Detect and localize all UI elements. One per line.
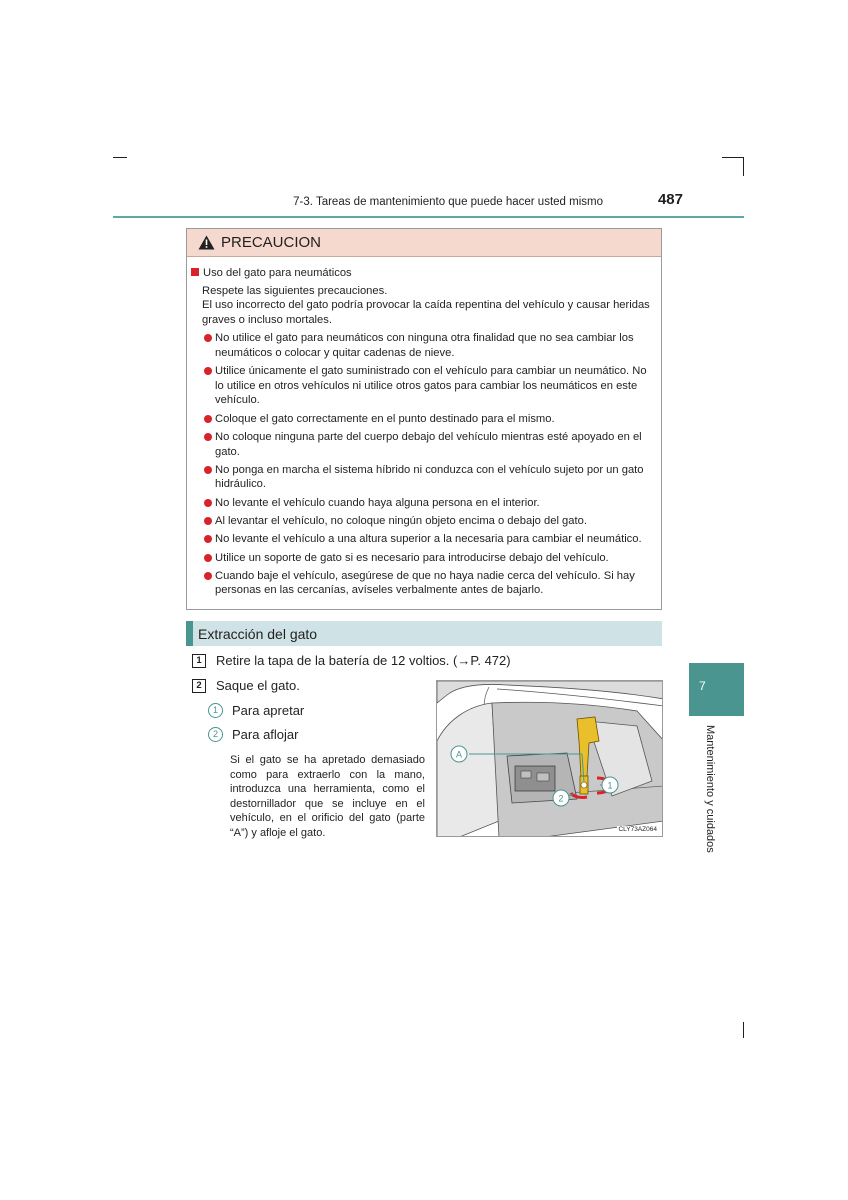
step-number: 1 [192,654,206,668]
caution-bullet: No coloque ninguna parte del cuerpo debajo del vehículo mientras esté apoyado en el gato. [187,430,661,459]
caution-bullet: No ponga en marcha el sistema híbrido ni conduzca con el vehículo sujeto por un gato hidráulico. [187,463,661,492]
subitem-2 [208,727,298,742]
trunk-illustration [437,681,663,837]
section-heading: Extracción del gato [186,621,662,646]
caution-bullet: Utilice un soporte de gato si es necesario para introducirse debajo del vehículo. [187,551,661,566]
step-text: Saque el gato. [216,678,300,693]
crop-mark-top-right-h [722,157,744,158]
caution-bullet: Coloque el gato correctamente en el punto destinado para el mismo. [187,412,661,427]
callout-a-label: A [455,749,463,760]
step-number: 2 [192,679,206,693]
callout-1-label: 1 [607,780,613,791]
step-text: Retire la tapa de la batería de 12 voltios. (→P. 472) [216,653,511,668]
caution-bullet: No levante el vehículo a una altura superior a la necesaria para cambiar el neumático. [187,532,661,547]
crop-mark-top-left [113,157,127,158]
subitem-text: Para aflojar [232,727,299,742]
step-2 [192,678,300,693]
caution-bullet: Cuando baje el vehículo, asegúrese de que no haya nadie cerca del vehículo. Si hay personas en las cercanías, avíseles verbalmente antes de bajarlo. [187,569,661,598]
caution-body [187,266,661,602]
circled-number: 2 [208,727,223,742]
jack-illustration [436,680,663,837]
chapter-tab [689,663,744,716]
crop-mark-top-right-v [743,157,744,176]
chapter-number: 7 [699,679,706,693]
caution-subheading: Uso del gato para neumáticos [187,266,661,281]
caution-bullet: No utilice el gato para neumáticos con ninguna otra finalidad que no sea cambiar los neumáticos o colocar y quitar cadenas de nieve. [187,331,661,360]
running-header: 7-3. Tareas de mantenimiento que puede hacer usted mismo [293,196,603,208]
warning-icon [198,235,215,250]
caution-bullet: No levante el vehículo cuando haya alguna persona en el interior. [187,496,661,511]
page-number: 487 [657,191,683,208]
caution-box [186,228,662,610]
caution-intro-2: El uso incorrecto del gato podría provocar la caída repentina del vehículo y causar heridas graves o incluso mortales. [202,299,650,326]
header-rule [113,216,744,218]
step-1 [192,653,511,668]
circled-number: 1 [208,703,223,718]
caution-bullet-list [187,331,661,598]
caution-title: PRECAUCION [221,234,322,251]
callout-2-label: 2 [558,793,564,804]
subitem-1 [208,703,304,718]
note-text: Si el gato se ha apretado demasiado como para extraerlo con la mano, introduzca una herramienta, como el destornillador que se incluye en el vehículo, en el orificio del gato (parte “A”) y afloje el gato. [230,754,425,839]
chapter-title: Mantenimiento y cuidados [704,725,716,853]
caution-bullet: Al levantar el vehículo, no coloque ningún objeto encima o debajo del gato. [187,514,661,529]
caution-header [187,229,661,257]
square-bullet-icon [191,268,199,276]
caution-intro-1: Respete las siguientes precauciones. [202,284,388,297]
crop-mark-bottom-right [743,1022,744,1038]
caution-bullet: Utilice únicamente el gato suministrado con el vehículo para cambiar un neumático. No lo utilice en otros vehículos ni utilice otros gatos para cambiar los neumáticos en este vehículo. [187,364,661,408]
subitem-text: Para apretar [232,703,305,718]
figure-code: CLY73AZ064 [618,826,657,833]
